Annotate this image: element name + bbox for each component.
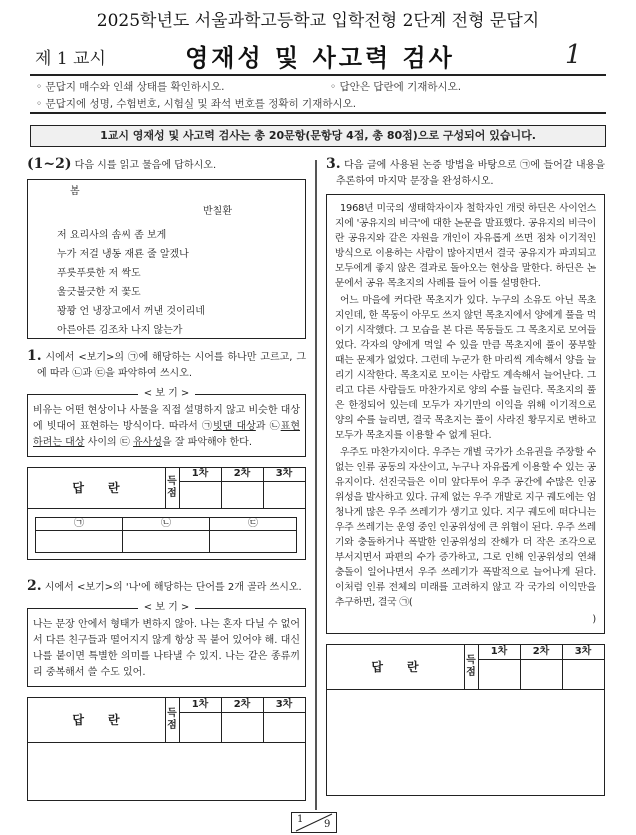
bogi-label-text: < 보 기 > <box>138 388 196 399</box>
question-number: 3. <box>326 156 341 172</box>
answer-cell-c[interactable] <box>210 531 297 553</box>
q2-answer-area[interactable] <box>27 697 306 801</box>
round-3-header: 3차 <box>263 467 305 481</box>
poem-line: 꽝꽝 언 냉장고에서 꺼낸 것이리네 <box>57 306 205 317</box>
sub-header-b: ㉡ <box>123 518 210 531</box>
answer-label: 답 란 <box>27 467 165 508</box>
round-2-score[interactable] <box>221 481 263 508</box>
note-2: ◦ 답안은 답란에 기재하시오. <box>330 81 462 93</box>
bogi-text: 과 ㉡ <box>255 421 281 432</box>
answer-cell-b[interactable] <box>123 531 210 553</box>
question-number: 2. <box>27 578 42 594</box>
current-page: 1 <box>297 814 304 825</box>
poem-line: 아른아른 김조차 나지 않는가 <box>57 325 183 336</box>
q1-bogi-box <box>27 388 306 457</box>
right-column <box>326 156 605 796</box>
note-3: ◦ 문답지에 성명, 수험번호, 시험실 및 좌석 번호를 정확히 기재하시오. <box>36 98 357 110</box>
round-1-score[interactable] <box>179 481 221 508</box>
round-2-header: 2차 <box>221 697 263 712</box>
round-2-header: 2차 <box>221 467 263 481</box>
answer-label: 답 란 <box>27 697 165 742</box>
poem-line: 푸릇푸릇한 저 싹도 <box>57 268 141 279</box>
q3-answer-area[interactable] <box>326 644 605 796</box>
round-2-header: 2차 <box>520 644 562 659</box>
bogi-underline: 표현하려는 대상 <box>33 421 300 448</box>
score-label: 득 점 <box>165 467 179 508</box>
page-number: 1 <box>565 40 582 70</box>
sub-header-a: ㉠ <box>36 518 123 531</box>
round-1-score[interactable] <box>179 712 221 742</box>
bogi-text: 사이의 ㉢ <box>84 437 134 448</box>
poem-author: 반칠환 <box>203 206 232 217</box>
group-range: (1~2) <box>27 156 72 172</box>
question-number: 1. <box>27 348 42 364</box>
bogi-label <box>28 601 305 615</box>
poem-line: 저 요리사의 솜씨 좀 보게 <box>57 230 167 241</box>
notes-divider <box>30 112 606 114</box>
bogi-underline: 빗댄 대상 <box>212 421 256 432</box>
page-indicator <box>291 812 337 833</box>
question-text: 시에서 <보기>의 ㉠에 해당하는 시어를 하나만 고르고, 그에 따라 ㉡과 ㉢을 파악하여 쓰시오. <box>37 352 306 379</box>
poem-line: 누가 저걸 냉동 재룐 줄 알겠나 <box>57 249 189 260</box>
question-text: 다음 글에 사용된 논증 방법을 바탕으로 ㉠에 들어갈 내용을 추론하여 마지막 문장을 완성하시오. <box>336 160 605 187</box>
answer-cell-a[interactable] <box>36 531 123 553</box>
sub-header-c: ㉢ <box>210 518 297 531</box>
passage-paragraph: 우주도 마찬가지이다. 우주는 개별 국가가 소유권을 주장할 수 없는 인류 공동의 자산이고, 누구나 자유롭게 이용할 수 있는 공유지이다. 선진국들은 이미 앞다투어 우주 공간에 수많은 인공위성을 발사하고 있다. 규제 없는 우주 개발로 지구 궤도에는 엄청나게 많은 우주 쓰레기가 생기고 있다. 지구 궤도에 떠다니는 우주 쓰레기는 운영 중인 인공위성에 큰 위협이 된다. 우주 쓰레기와 충돌하거나 폭발한 인공위성의 잔해가 더 작은 조각으로 부서지면서 파편의 수가 증가하고, 그로 인해 인공위성의 연쇄 충돌이 일어나면서 우주 쓰레기가 폭발적으로 늘어나게 된다. 이처럼 인류 전체의 미래를 고려하지 않고 각 국가의 이익만을 추구하면, 결국 ㉠( <box>335 447 596 608</box>
bogi-text: 비유는 어떤 현상이나 사물을 직접 설명하지 않고 비슷한 대상에 빗대어 표현하는 방식이다. 따라서 ㉠ <box>33 405 300 432</box>
round-2-score[interactable] <box>520 659 562 689</box>
note-text: 문답지에 성명, 수험번호, 시험실 및 좌석 번호를 정확히 기재하시오. <box>45 98 357 110</box>
q1-answer-area <box>27 467 306 560</box>
exam-info-banner: 1교시 영재성 및 사고력 검사는 총 20문항(문항당 4점, 총 80점)으로 구성되어 있습니다. <box>30 125 606 147</box>
q2-bogi-box <box>27 602 306 687</box>
poem-body <box>57 226 205 340</box>
round-3-header: 3차 <box>263 697 305 712</box>
bogi-underline: 유사성 <box>133 437 162 448</box>
instruction-text: 다음 시를 읽고 물음에 답하시오. <box>74 160 217 171</box>
bogi-label-text: < 보 기 > <box>138 602 196 613</box>
round-1-header: 1차 <box>179 467 221 481</box>
round-1-header: 1차 <box>478 644 520 659</box>
round-3-score[interactable] <box>263 712 305 742</box>
q1-sub-answer-table <box>35 517 297 553</box>
total-pages: 9 <box>324 819 331 830</box>
answer-header-table <box>27 697 306 743</box>
exam-title: 영재성 및 사고력 검사 <box>185 44 455 72</box>
column-divider <box>315 160 317 810</box>
poem-title: 봄 <box>70 186 80 197</box>
question-text: 시에서 <보기>의 '나'에 해당하는 단어를 2개 골라 쓰시오. <box>44 582 302 593</box>
poem-line: 울긋불긋한 저 꽃도 <box>57 287 141 298</box>
passage-closing: ) <box>592 614 596 625</box>
group-instruction <box>27 156 306 174</box>
document-header-title: 2025학년도 서울과학고등학교 입학전형 2단계 전형 문답지 <box>96 11 540 31</box>
round-1-score[interactable] <box>478 659 520 689</box>
question-1 <box>27 348 306 382</box>
score-label: 득 점 <box>165 697 179 742</box>
round-3-score[interactable] <box>263 481 305 508</box>
note-text: 문답지 매수와 인쇄 상태를 확인하시오. <box>45 81 225 93</box>
round-3-header: 3차 <box>562 644 604 659</box>
round-1-header: 1차 <box>179 697 221 712</box>
passage-paragraph: 어느 마을에 커다란 목초지가 있다. 누구의 소유도 아닌 목초지인데, 한 목동이 아무도 쓰지 않던 목초지에서 양에게 풀을 먹이기 시작했다. 그 모습을 본 다른 목동들도 그 목초지로 모여들었다. 각자의 양에게 먹일 수 있을 만큼 목초지에 풀이 풍부할 때는 문제가 없었다. 그런데 누군가 한 마리씩 계속해서 양을 늘리기 시작한다. 목초지로 모이는 사람도 계속해서 늘어난다. 그리고 다른 사람들도 마찬가지로 양의 수를 늘린다. 목초지의 풀은 한정되어 있는데 모두가 자기만의 이익을 위해 이기적으로 양의 수를 늘리면, 결국 목초지는 풀이 사라진 황무지로 변하고 모두가 목초지를 이용할 수 없게 된다. <box>335 295 596 441</box>
answer-header-table <box>326 644 605 690</box>
bogi-text: 을 잘 파악해야 한다. <box>162 437 252 448</box>
question-3 <box>326 156 605 190</box>
left-column <box>27 156 306 801</box>
answer-label: 답 란 <box>326 644 464 689</box>
bogi-text: 나는 문장 안에서 형태가 변하지 않아. 나는 혼자 다닐 수 없어서 다른 친구들과 떨어지지 않게 항상 꼭 붙어 있어야 해. 대신 나를 붙이면 특별한 의미를 나타낼 수 있지. 나는 같은 종류끼리 중복해서 쓸 수도 있어. <box>33 619 300 678</box>
poem-box <box>27 179 306 339</box>
q3-passage-box <box>326 194 605 634</box>
bogi-label <box>28 387 305 401</box>
score-label: 득 점 <box>464 644 478 689</box>
question-2 <box>27 578 306 596</box>
exam-period: 제 1 교시 <box>35 49 106 69</box>
round-3-score[interactable] <box>562 659 604 689</box>
round-2-score[interactable] <box>221 712 263 742</box>
note-1: ◦ 문답지 매수와 인쇄 상태를 확인하시오. <box>36 81 225 93</box>
header-divider <box>30 74 606 76</box>
note-text: 답안은 답란에 기재하시오. <box>339 81 462 93</box>
passage-paragraph: 1968년 미국의 생태학자이자 철학자인 개럿 하딘은 사이언스지에 '공유지의 비극'에 대한 논문을 발표했다. 공유지의 비극이란 공유지와 같은 자원을 개인이 자유롭게 쓰면 점차 이기적인 방식으로 이용하는 사람이 많아지면서 결국 공유지가 파괴되고 모두에게 좋지 않은 결과로 돌아오는 현상을 말한다. 하딘은 논문에서 공유 목초지의 사례를 들어 이를 설명한다. <box>335 203 596 289</box>
answer-header-table <box>27 467 306 509</box>
